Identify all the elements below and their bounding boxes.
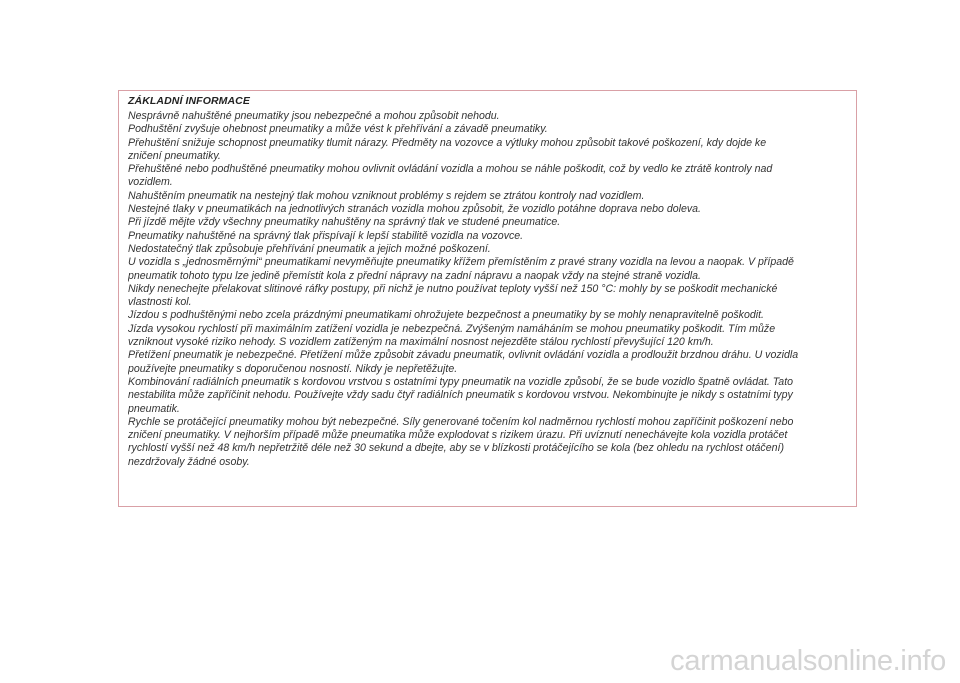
- info-line: Nikdy nenechejte přelakovat slitinové ráfky postupy, při nichž je nutno používat teploty vyšší než 150 °C: mohly by se poškodit mechanické: [128, 282, 778, 295]
- info-line: Jízda vysokou rychlostí při maximálním zatížení vozidla je nebezpečná. Zvýšeným namáháním se mohou pneumatiky poškodit. Tím může: [128, 322, 776, 335]
- info-line: vzniknout vysoké riziko nehody. S vozidlem zatíženým na maximální nosnost nejezděte stálou rychlostí převyšující 120 km/h.: [128, 336, 714, 349]
- info-line: Rychle se protáčející pneumatiky mohou být nebezpečné. Síly generované točením kol nadměrnou rychlostí mohou zapříčinit poškození nebo: [128, 415, 794, 428]
- warning-info-box: [118, 90, 857, 507]
- info-line: pneumatik tohoto typu lze jedině přemístit kola z přední nápravy na zadní nápravu a naopak vždy na stejné straně vozidla.: [128, 269, 701, 282]
- info-line: Jízdou s podhuštěnými nebo zcela prázdnými pneumatikami ohrožujete bezpečnost a pneumatiky by se mohly nenapravitelně poškodit.: [128, 309, 764, 322]
- info-line: Podhuštění zvyšuje ohebnost pneumatiky a může vést k přehřívání a závadě pneumatiky.: [128, 123, 548, 136]
- info-line: Nestejné tlaky v pneumatikách na jednotlivých stranách vozidla mohou způsobit, že vozidlo potáhne doprava nebo doleva.: [128, 203, 702, 216]
- info-line: Kombinování radiálních pneumatik s kordovou vrstvou s ostatními typy pneumatik na vozidle způsobí, že se bude vozidlo špatně ovládat. Tato: [128, 375, 794, 388]
- watermark: carmanualsonline.info: [670, 645, 946, 677]
- info-text: [128, 110, 848, 469]
- info-line: Nedostatečný tlak způsobuje přehřívání pneumatik a jejich možné poškození.: [128, 242, 491, 255]
- info-line: používejte pneumatiky s doporučenou nosností. Nikdy je nepřetěžujte.: [128, 362, 458, 375]
- info-line: Při jízdě mějte vždy všechny pneumatiky nahuštěny na správný tlak ve studené pneumatice.: [128, 216, 561, 229]
- info-line: pneumatik.: [128, 402, 180, 415]
- info-line: rychlostí vyšší než 48 km/h nepřetržitě déle než 30 sekund a dbejte, aby se v blízkosti protáčejícího se kola (bez ohledu na rychlost otáčení): [128, 442, 784, 455]
- info-line: zničení pneumatiky. V nejhorším případě může pneumatika může explodovat s rizikem úrazu. Při uvíznutí nenechávejte kola vozidla protáčet: [128, 429, 788, 442]
- info-line: U vozidla s „jednosměrnými“ pneumatikami nevyměňujte pneumatiky křížem přemístěním z pravé strany vozidla na levou a naopak. V případě: [128, 256, 794, 269]
- info-line: Přehuštění snižuje schopnost pneumatiky tlumit nárazy. Předměty na vozovce a výtluky mohou způsobit takové poškození, kdy dojde ke: [128, 136, 767, 149]
- info-line: Pneumatiky nahuštěné na správný tlak přispívají k lepší stabilitě vozidla na vozovce.: [128, 229, 524, 242]
- info-line: Přetížení pneumatik je nebezpečné. Přetížení může způsobit závadu pneumatik, ovlivnit ovládání vozidla a prodloužit brzdnou dráhu. U vozidla: [128, 349, 799, 362]
- info-line: nestabilita může zapříčinit nehodu. Používejte vždy sadu čtyř radiálních pneumatik s kordovou vrstvou. Nekombinujte je nikdy s ostatními typy: [128, 389, 793, 402]
- info-line: nezdržovaly žádné osoby.: [128, 455, 250, 468]
- info-line: zničení pneumatiky.: [128, 149, 221, 162]
- section-title: ZÁKLADNÍ INFORMACE: [128, 95, 250, 107]
- info-line: Nahuštěním pneumatik na nestejný tlak mohou vzniknout problémy s rejdem se ztrátou kontroly nad vozidlem.: [128, 189, 645, 202]
- info-line: vlastnosti kol.: [128, 296, 192, 309]
- info-line: Přehuštěné nebo podhuštěné pneumatiky mohou ovlivnit ovládání vozidla a mohou se náhle poškodit, což by vedlo ke ztrátě kontroly nad: [128, 163, 773, 176]
- info-line: Nesprávně nahuštěné pneumatiky jsou nebezpečné a mohou způsobit nehodu.: [128, 110, 500, 122]
- info-line: vozidlem.: [128, 176, 173, 189]
